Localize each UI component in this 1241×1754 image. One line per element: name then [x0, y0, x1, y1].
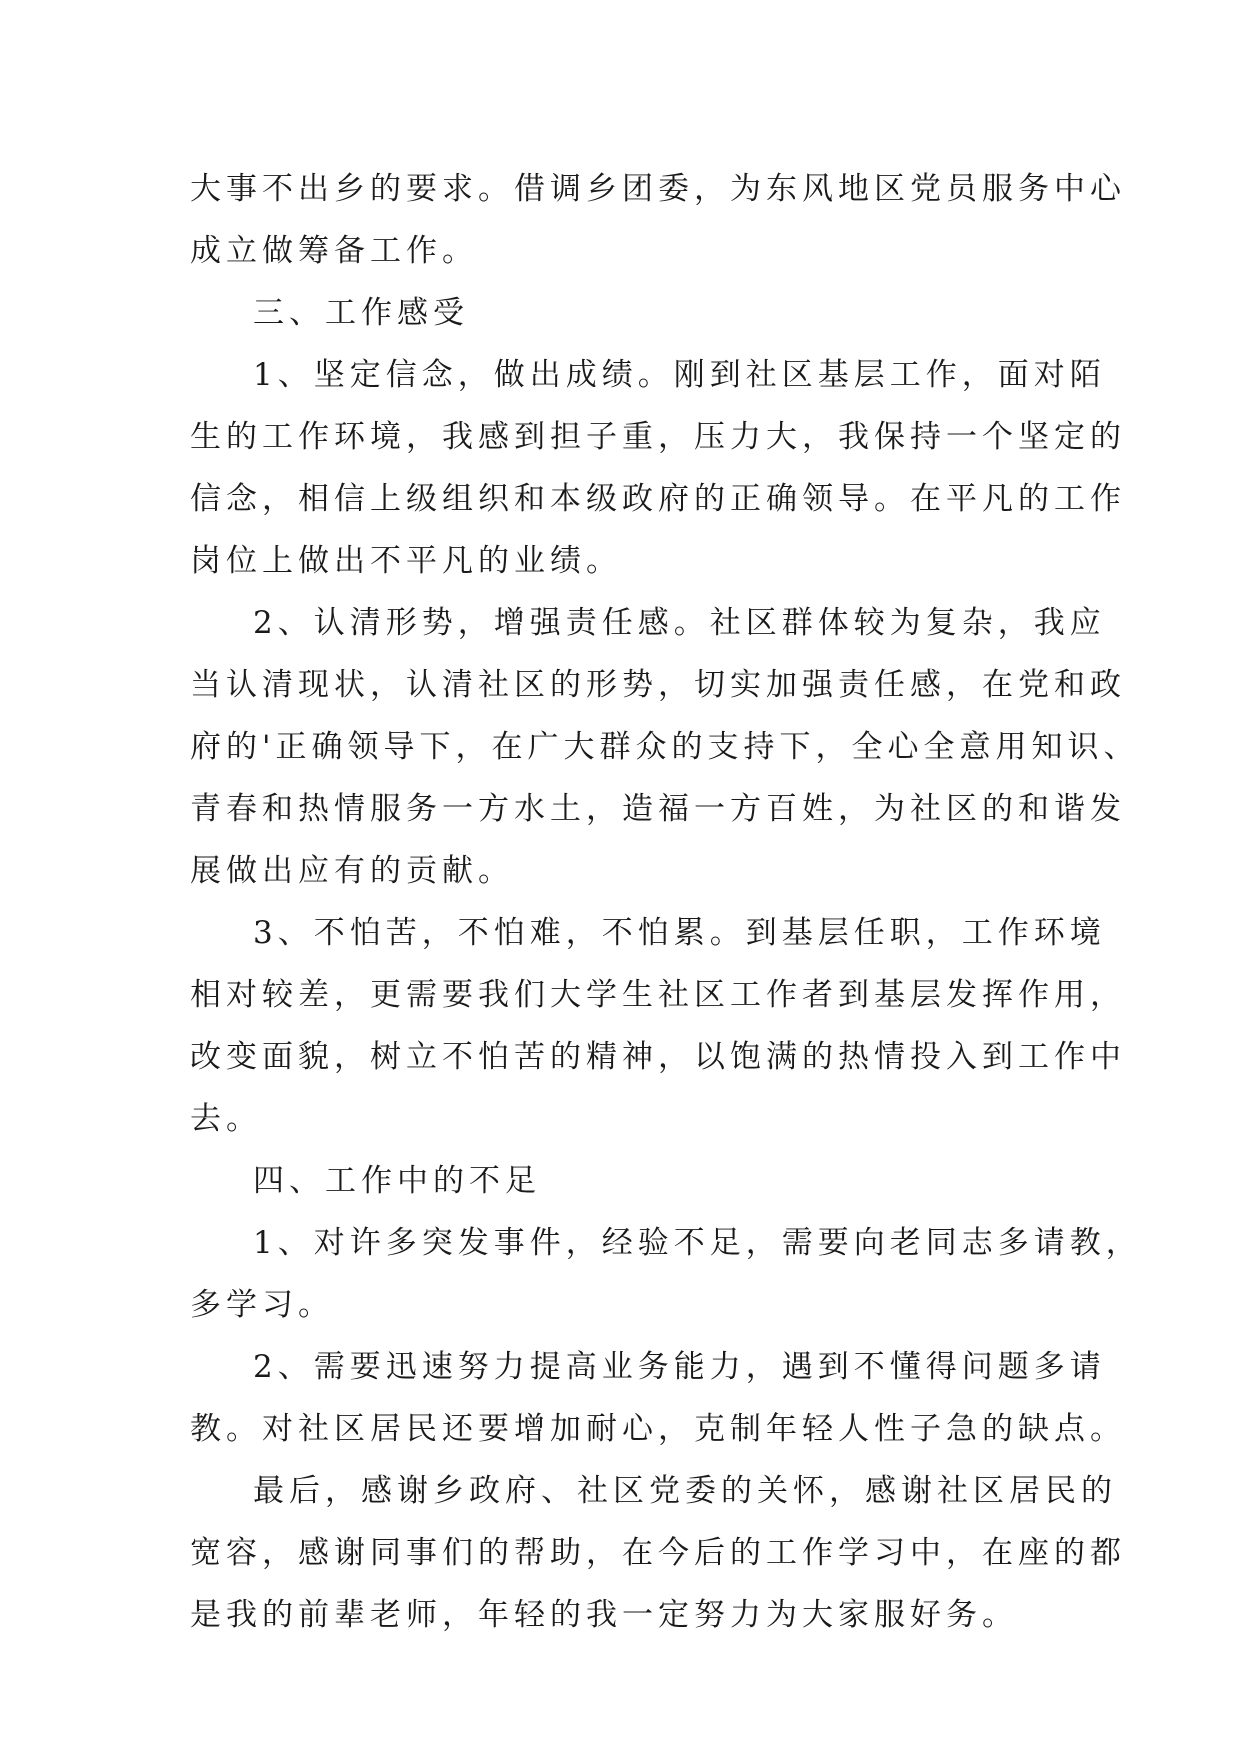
text-line: 成立做筹备工作。 [190, 233, 478, 269]
text-line: 信念，相信上级组织和本级政府的正确领导。在平凡的工作 [190, 481, 1126, 517]
document-body [190, 158, 1142, 1646]
text-line: 府的'正确领导下，在广大群众的支持下，全心全意用知识、 [190, 729, 1140, 765]
text-line: 最后，感谢乡政府、社区党委的关怀，感谢社区居民的 [253, 1473, 1117, 1509]
text-line: 岗位上做出不平凡的业绩。 [190, 543, 622, 579]
text-line: 展做出应有的贡献。 [190, 853, 514, 889]
text-line: 青春和热情服务一方水土，造福一方百姓，为社区的和谐发 [190, 791, 1126, 827]
text-line: 去。 [190, 1101, 262, 1137]
text-line: 是我的前辈老师，年轻的我一定努力为大家服好务。 [190, 1597, 1018, 1633]
text-line: 相对较差，更需要我们大学生社区工作者到基层发挥作用， [190, 977, 1126, 1013]
section-heading: 三、工作感受 [253, 295, 469, 331]
text-line: 教。对社区居民还要增加耐心，克制年轻人性子急的缺点。 [190, 1411, 1126, 1447]
text-line: 2、需要迅速努力提高业务能力，遇到不懂得问题多请 [253, 1349, 1106, 1385]
section-heading: 四、工作中的不足 [253, 1163, 541, 1199]
text-line: 当认清现状，认清社区的形势，切实加强责任感，在党和政 [190, 667, 1126, 703]
text-line: 3、不怕苦，不怕难，不怕累。到基层任职，工作环境 [253, 915, 1106, 951]
text-line: 多学习。 [190, 1287, 334, 1323]
text-line: 宽容，感谢同事们的帮助，在今后的工作学习中，在座的都 [190, 1535, 1126, 1571]
text-line: 2、认清形势，增强责任感。社区群体较为复杂，我应 [253, 605, 1106, 641]
text-line: 1、坚定信念，做出成绩。刚到社区基层工作，面对陌 [253, 357, 1106, 393]
text-line: 生的工作环境，我感到担子重，压力大，我保持一个坚定的 [190, 419, 1126, 455]
text-line: 改变面貌，树立不怕苦的精神，以饱满的热情投入到工作中 [190, 1039, 1126, 1075]
text-line: 大事不出乡的要求。借调乡团委，为东风地区党员服务中心 [190, 171, 1126, 207]
text-line: 1、对许多突发事件，经验不足，需要向老同志多请教， [253, 1225, 1142, 1261]
